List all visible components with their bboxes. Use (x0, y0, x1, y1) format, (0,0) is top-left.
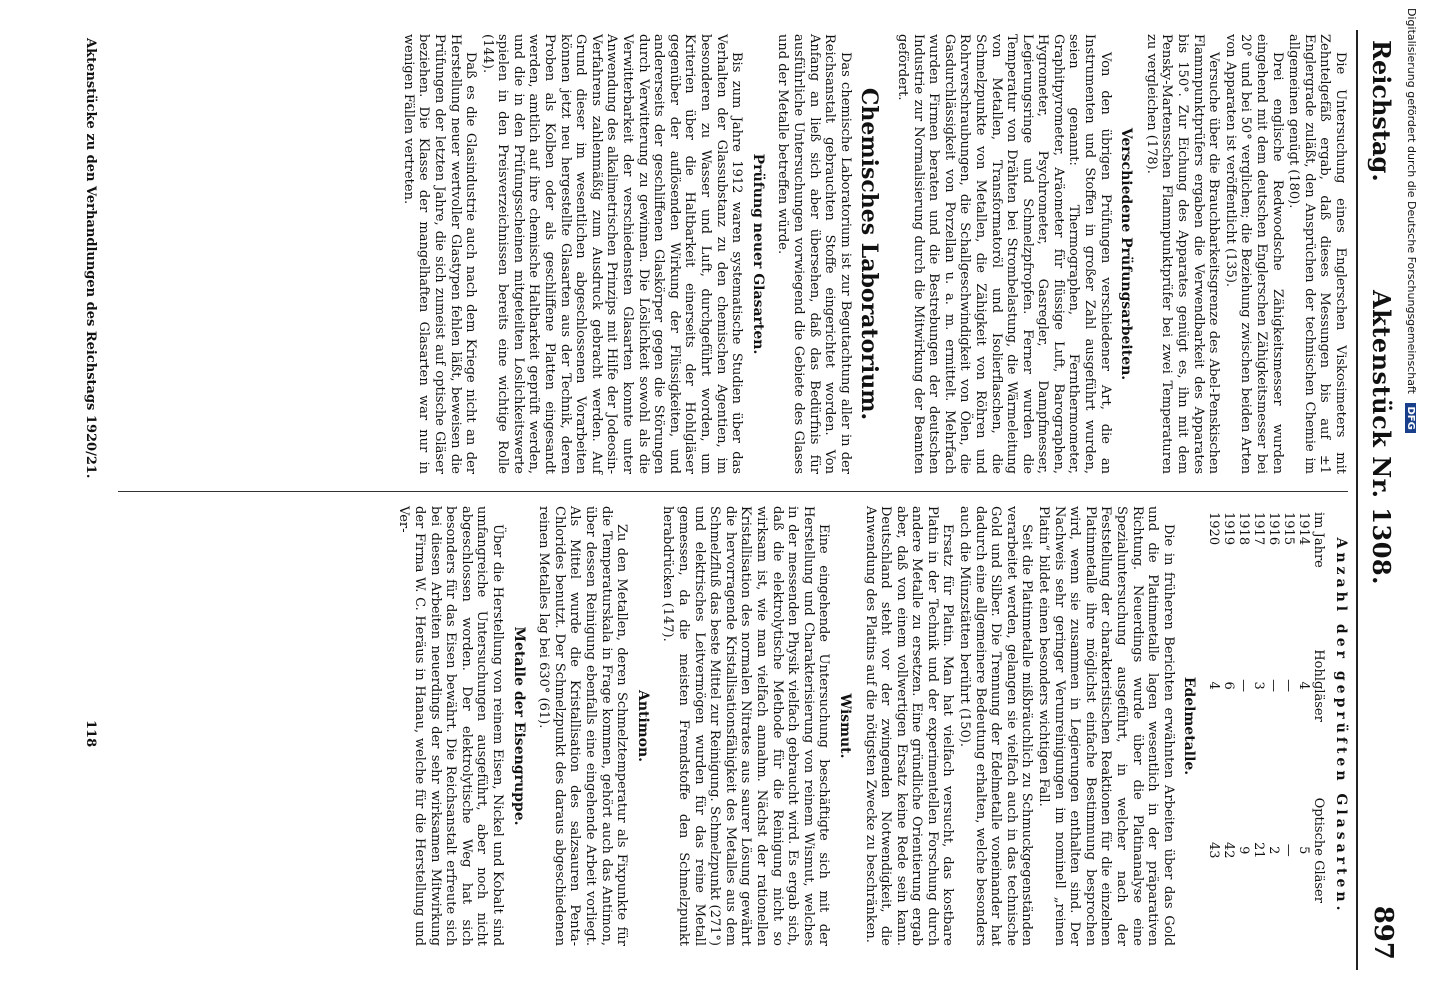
table-cell: 3 (1251, 681, 1267, 690)
right-column (395, 506, 1348, 946)
section-heading: Metalle der Eisengruppe. (510, 626, 527, 826)
table-cell: — (1281, 843, 1297, 857)
section-heading: Edelmetalle. (1181, 676, 1198, 776)
glass-count-table (1206, 506, 1326, 946)
table-cell: 1915 (1281, 512, 1297, 546)
section-heading: Verschiedene Prüfungsarbeiten. (1118, 127, 1135, 381)
section-heading: Prüfung neuer Glasarten. (749, 153, 766, 355)
left-column (399, 34, 1348, 474)
digitization-note (1402, 8, 1418, 992)
header-page-number: 897 (1368, 905, 1398, 960)
header-title: Aktenstück Nr. 1308. (1367, 290, 1396, 585)
footer-source: Aktenstücke zu den Verhandlungen des Reichstags 1920/21. (83, 38, 98, 479)
paragraph: Versuche über die Brauchbarkeitsgrenze des Abel-Penskischen Flammpunktprüfers ergaben die Verwendbarkeit des Apparates bis 150°. Zur Eichung des Apparates genügt es, ihn mit dem Pensky-Martensschen Flammpunktprüfer bei zwei Temperaturen zu vergleichen (178). (1143, 34, 1222, 474)
rotated-document-page (40, 30, 1400, 970)
paragraph: Von den übrigen Prüfungen verschiedener Art, die an Instrumenten und Stoffen in großer Zahl ausgeführt wurden, seien genannt: Thermographen, Fernthermometer, Graphitpyrometer, Aräometer für flüssige Luft, Barographen, Hygrometer, Psychrometer, Gasregler, Dampfmesser, Legierungsringe und Schmelzpfropfen. Ferner wurden die Temperatur von Drähten bei Strombelastung, die Wärmeleitung von Metallen, Transformatoröl und Isolierflaschen, die Schmelzpunkte von Metallen, die Zähigkeit von Röhren und Rohrverschraubungen, die Schallgeschwindigkeit von Ölen, die Gasdurchlässigkeit von Porzellan u. a. m. ermittelt. Mehrfach wurden Firmen beraten und die Bestrebungen der deutschen Industrie zur Normalisierung durch die Mitwirkung der Beamten gefördert. (894, 34, 1113, 474)
table-cell: 1919 (1221, 512, 1237, 546)
column-divider (118, 491, 1348, 492)
section-heading: Antimon. (634, 689, 651, 763)
table-cell: 4 (1296, 681, 1312, 690)
table-header: im Jahre (1311, 512, 1327, 568)
paragraph: Die in früheren Berichten erwähnten Arbeiten über das Gold und die Platinmetalle lagen wesentlich in der präparativen Richtung. Neuerdings wurde über die Platinanalyse eine Spezialuntersuchung ausgeführt, in welcher nach der Feststellung der charakteristischen Reaktionen für die einzelnen Platinmetalle ihre möglichst einfache Bestimmung besprochen wird, wenn sie zusammen in Legierungen enthalten sind. Der Nachweis sehr geringer Verunreinigungen im nominell „reinen Platin“ bildet einen besonders wichtigen Fall. (1036, 506, 1176, 946)
paragraph: Bis zum Jahre 1912 waren systematische Studien über das Verhalten der Glassubstanz zu den chemischen Agentien, im besonderen zu Wasser und Luft, durchgeführt worden, um Kriterien über die Haltbarkeit einerseits der Hohlgläser gegenüber der auflösenden Wirkung der Flüssigkeiten, und andererseits der geschliffenen Glaskörper gegen die Störungen durch Verwitterung zu gewinnen. Die Löslichkeit sowohl als die Verwitterbarkeit der verschiedensten Glasarten konnte unter Anwendung des alkalimetrischen Prinzips mit Hilfe der Jodeosin-Verfahrens zahlenmäßig zum Ausdruck gebracht werden. Auf Grund dieser im wesentlichen abgeschlossenen Vorarbeiten können jetzt neu hergestellte Glasarten aus der Technik, deren Proben als Kolben oder als geschliffene Platten eingesandt werden, amtlich auf ihre chemische Haltbarkeit geprüft werden, und die in den Prüfungsscheinen mitgeteilten Loslichkeitswerte spielen in den Preisverzeichnissen bereits eine wichtige Rolle (144). (479, 34, 745, 474)
footer-page-number: 118 (83, 720, 98, 748)
table-row (1281, 506, 1296, 946)
table-header: Optische Gläser (1311, 797, 1327, 903)
chapter-heading: Chemisches Laboratorium. (856, 87, 883, 421)
table-cell: 6 (1221, 681, 1237, 690)
table-row (1296, 506, 1311, 946)
paragraph: Eine eingehende Untersuchung beschäftigte sich mit der Herstellung und Charakterisierung von reinem Wismut, welches in der messenden Physik vielfach gebraucht wird. Es ergab sich, daß die elektrolytische Methode für die Reinigung nicht so wirksam ist, wie man vielfach annahm. Nächst der rationellen Kristallisation des normalen Nitrates aus saurer Lösung gewährt die hervorragende Kristallisationsfähigkeit des Metalles aus dem Schmelzfluß das beste Mittel zur Reinigung. Schmelzpunkt (271°) und elektrisches Leitvermögen wurden für das reine Metall gemessen, da die meisten Fremdstoffe den Schmelzpunkt herabdrücken (147). (660, 506, 832, 946)
paragraph: Drei englische Redwoodsche Zähigkeitsmesser wurden eingehend mit dem deutschen Englerschen Zähigkeitsmesser bei 20° und bei 50° verglichen; die Beziehung zwischen beiden Arten von Apparaten ist veröffentlicht (135). (1222, 34, 1285, 474)
table-row (1266, 506, 1281, 946)
header-left: Reichstag. (1367, 40, 1396, 182)
table-cell: 1918 (1236, 512, 1252, 546)
table-cell: — (1281, 679, 1297, 693)
table-header-row (1311, 506, 1326, 946)
table-cell: 1916 (1266, 512, 1282, 546)
page-header (1364, 30, 1400, 970)
paragraph: Das chemische Laboratorium ist zur Begutachtung aller in der Reichsanstalt gebrauchten Stoffe eingerichtet worden. Von Anfang an ließ sich aber übersehen, daß das Bedürfnis für ausführliche Untersuchungen vorwiegend die Gebiete des Glases und der Metalle betreffen würde. (775, 34, 853, 474)
table-header: Hohlgläser (1311, 649, 1327, 722)
table-cell: 43 (1206, 841, 1222, 859)
table-row (1206, 506, 1221, 946)
paragraph: Zu den Metallen, deren Schmelztemperatur als Fixpunkte für die Temperaturskala in Frage kommen, gehört auch das Antimon, über dessen Reinigung ebenfalls eine eingehende Arbeit vorliegt. Als Mittel wurde die Kristallisation des salzsauren Penta-Chlorides benutzt. Der Schmelzpunkt des daraus abgeschiedenen reinen Metalles lag bei 630° (61). (536, 506, 630, 946)
paragraph: Seit die Platinmetalle mißbräuchlich zu Schmuckgegenständen verarbeitet werden, gelangen sie vielfach auch in das technische Gold und Silber. Die Trennung der Edelmetalle voneinander hat dadurch eine allgemeinere Bedeutung erhalten, welche besonders auch die Münzstätten berührt (150). (957, 506, 1035, 946)
header-rule (1356, 30, 1358, 970)
paragraph: Ersatz für Platin. Man hat vielfach versucht, das kostbare Platin in der Technik und der experimentellen Forschung durch andere Metalle zu ersetzen. Eine gründliche Orientierung ergab aber, daß von einem vollwertigen Ersatz keine Rede sein kann. Deutschland steht vor der zwingenden Notwendigkeit, die Anwendung des Platins auf die nötigsten Zwecke zu beschränken. (862, 506, 956, 946)
digitization-text: Digitalisierung gefördert durch die Deutsche Forschungsgemeinschaft (1405, 8, 1418, 394)
table-cell: 21 (1251, 841, 1267, 859)
table-cell: — (1266, 679, 1282, 693)
dfg-logo: DFG (1405, 403, 1416, 432)
table-cell: 5 (1296, 846, 1312, 855)
table-cell: 1917 (1251, 512, 1267, 546)
paragraph: Daß es die Glasindustrie auch nach dem Kriege nicht an der Herstellung neuer wertvoller Glastypen fehlen läßt, beweisen die Prüfungen der letzten Jahre, die sich zumeist auf optische Gläser beziehen. Die Klasse der mangelhaften Glasarten war nur in wenigen Fällen vertreten. (400, 34, 479, 474)
table-row (1251, 506, 1266, 946)
section-heading: Wismut. (836, 693, 853, 759)
table-cell: 42 (1221, 841, 1237, 859)
table-cell: 2 (1266, 846, 1282, 855)
table-cell: 9 (1236, 846, 1252, 855)
table-cell: — (1236, 679, 1252, 693)
table-cell: 1920 (1206, 512, 1222, 546)
paragraph: Über die Herstellung von reinem Eisen, Nickel und Kobalt sind umfangreiche Untersuchungen ausgeführt, aber noch nicht abgeschlossen worden. Der elektrolytische Weg hat sich besonders für das Eisen bewährt. Die Reichsanstalt erfreute sich bei diesen Arbeiten neuerdings der sehr wirksamen Mitwirkung der Firma W. C. Heräus in Hanau, welche für die Herstellung und Ver- (396, 506, 506, 946)
table-cell: 4 (1206, 681, 1222, 690)
table-row (1221, 506, 1236, 946)
table-row (1236, 506, 1251, 946)
table-cell: 1914 (1296, 512, 1312, 546)
paragraph: Die Untersuchung eines Englerschen Viskosimeters mit Zehntelgefäß ergab, daß dieses Messungen bis auf ±1 Englergrade zuläßt, den Ansprüchen der technischen Chemie im allgemeinen genügt (180). (1286, 34, 1348, 474)
table-title: Anzahl der geprüften Glasarten. (1333, 537, 1349, 915)
